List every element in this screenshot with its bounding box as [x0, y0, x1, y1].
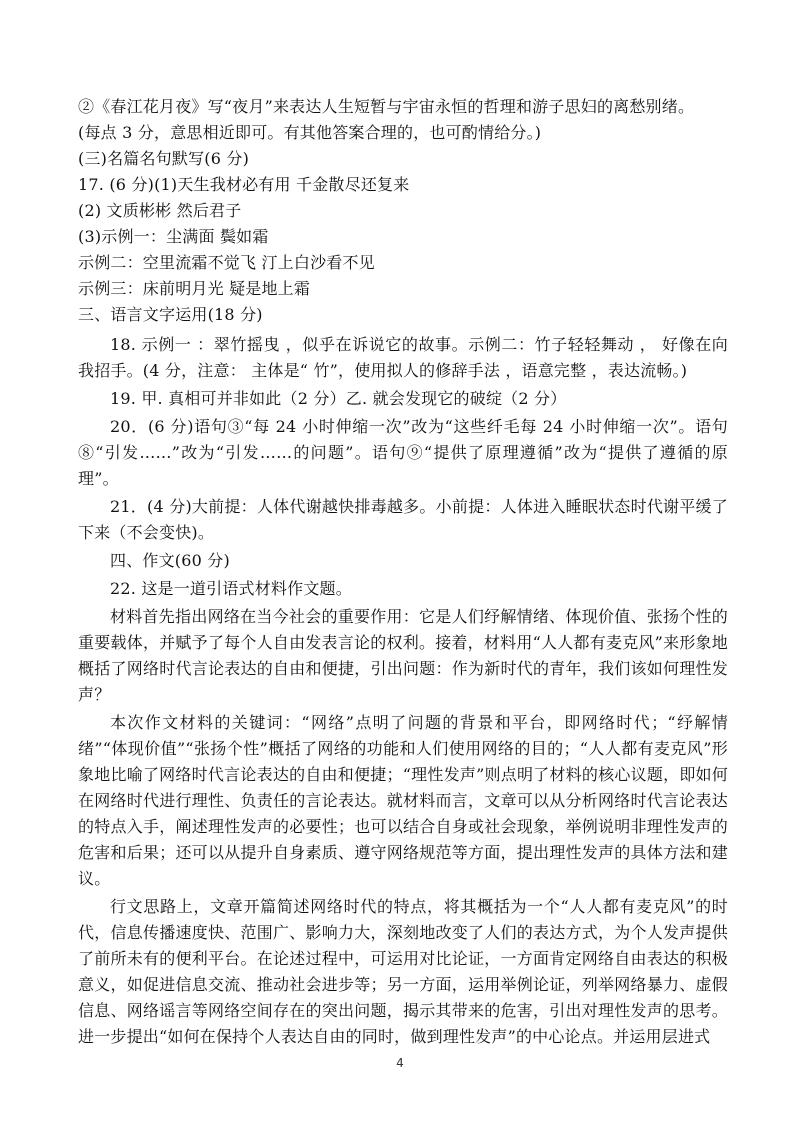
answer-22: 22. 这是一道引语式材料作文题。 — [110, 579, 352, 598]
answer-17-line-5: 示例三：床前明月光 疑是地上霜 — [78, 279, 311, 298]
essay-analysis-paragraph-2: 本次作文材料的关键词：“网络”点明了问题的背景和平台，即网络时代；“纾解情绪”“体现价值”“张扬个性”概括了网络的功能和人们使用网络的目的；“人人都有麦克风”形象地比喻了网络时代言论表达的自由和便捷；“理性发声”则点明了材料的核心议题，即如何在网络时代进行理性、负责任的言论表达。就材料而言，文章可以从分析网络时代言论表达的特点入手，阐述理性发声的必要性；也可以结合自身或社会现象，举例说明非理性发声的危害和后果；还可以从提升自身素质、遵守网络规范等方面，提出理性发声的具体方法和建议。 — [78, 713, 728, 888]
essay-analysis-paragraph-1: 材料首先指出网络在当今社会的重要作用：它是人们纾解情绪、体现价值、张扬个性的重要载体，并赋予了每个人自由发表言论的权利。接着，材料用“人人都有麦克风”来形象地概括了网络时代言论表达的自由和便捷，引出问题：作为新时代的青年，我们该如何理性发声？ — [78, 607, 728, 704]
answer-17-line-3: (3)示例一：尘满面 鬓如霜 — [78, 227, 269, 246]
answer-17-line-2: (2) 文质彬彬 然后君子 — [78, 201, 242, 220]
answer-20: 20．(6 分)语句③“每 24 小时伸缩一次”改为“这些纤毛每 24 小时伸缩一次”。语句⑧“引发……”改为“引发……的问题”。语句⑨“提供了原理遵循”改为“提供了遵循的原理”。 — [78, 417, 728, 488]
answer-18: 18. 示例一 ：翠竹摇曳 ，似乎在诉说它的故事。示例二：竹子轻轻舞动 ， 好像在向我招手。(4 分，注意： 主体是“ 竹”，使用拟人的修辞手法 ，语意完整 ，表达流畅。) — [78, 335, 728, 380]
text-line-2: (每点 3 分，意思相近即可。有其他答案合理的，也可酌情给分。) — [78, 123, 542, 142]
answer-17-line-4: 示例二：空里流霜不觉飞 汀上白沙看不见 — [78, 253, 375, 272]
essay-analysis-paragraph-3: 行文思路上，文章开篇简述网络时代的特点，将其概括为一个“人人都有麦克风”的时代，信息传播速度快、范围广、影响力大，深刻地改变了人们的表达方式，为个人发声提供了前所未有的便利平台。在论述过程中，可运用对比论证，一方面肯定网络自由表达的积极意义，如促进信息交流、推动社会进步等；另一方面，运用举例论证，列举网络暴力、虚假信息、网络谣言等网络空间存在的突出问题，揭示其带来的危害，引出对理性发声的思考。进一步提出“如何在保持个人表达自由的同时，做到理性发声”的中心论点。并运用层进式 — [78, 897, 728, 1046]
section-heading-essay: 四、作文(60 分) — [110, 551, 230, 570]
answer-key-content — [78, 94, 728, 1052]
page-number: 4 — [396, 1056, 404, 1070]
section-heading-3: (三)名篇名句默写(6 分) — [78, 149, 250, 168]
section-heading-language: 三、语言文字运用(18 分) — [78, 305, 263, 324]
answer-17-line-1: 17. (6 分)(1)天生我材必有用 千金散尽还复来 — [78, 175, 410, 194]
text-line-1: ②《春江花月夜》写“夜月”来表达人生短暂与宇宙永恒的哲理和游子思妇的离愁别绪。 — [78, 97, 695, 116]
answer-19: 19. 甲. 真相可并非如此（2 分）乙. 就会发现它的破绽（2 分） — [110, 389, 567, 408]
answer-21: 21．(4 分)大前提：人体代谢越快排毒越多。小前提：人体进入睡眠状态时代谢平缓了下来（不会变快)。 — [78, 497, 728, 542]
